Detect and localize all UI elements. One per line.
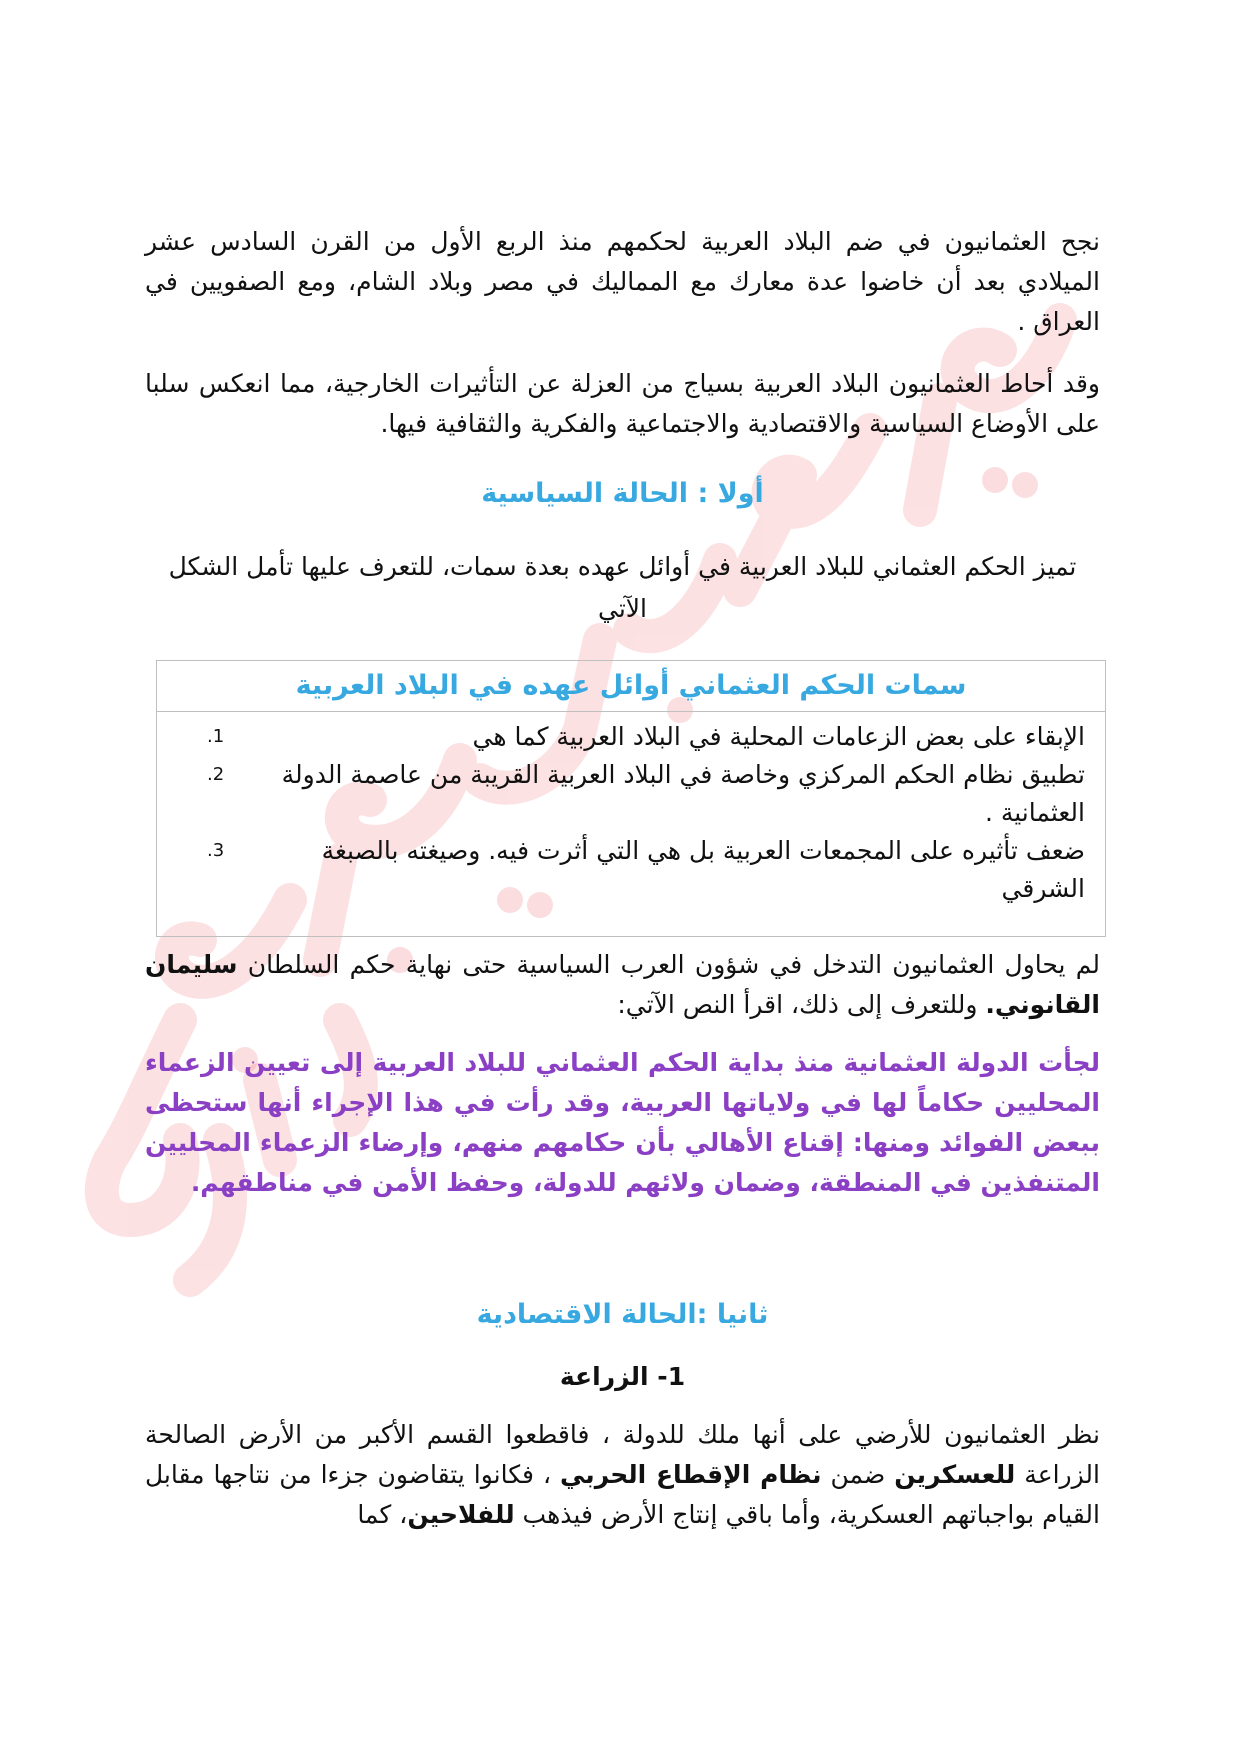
agri-bold-1: للعسكرين bbox=[894, 1460, 1016, 1489]
trait-text: تطبيق نظام الحكم المركزي وخاصة في البلاد العربية القريبة من عاصمة الدولة العثمانية . bbox=[281, 760, 1085, 827]
political-intro: تميز الحكم العثماني للبلاد العربية في أوائل عهده بعدة سمات، للتعرف عليها تأمل الشكل الآتي bbox=[168, 552, 1077, 623]
isolation-paragraph: وقد أحاط العثمانيون البلاد العربية بسياج من العزلة عن التأثيرات الخارجية، مما انعكس سلبا على الأوضاع السياسية والاقتصادية والاجتماعية والفكرية والثقافية فيها. bbox=[145, 369, 1100, 438]
trait-text: ضعف تأثيره على المجمعات العربية بل هي التي أثرت فيه. وصيغته بالصبغة الشرقي bbox=[321, 836, 1085, 903]
traits-list bbox=[157, 712, 1105, 936]
traits-table bbox=[156, 660, 1106, 937]
quoted-text: لجأت الدولة العثمانية منذ بداية الحكم العثماني للبلاد العربية إلى تعيين الزعماء المحليين حكاماً لها في ولاياتها العربية، وقد رأت في هذا الإجراء أنها ستحظى ببعض الفوائد ومنها: إقناع الأهالي بأن حكامهم منهم، وإرضاء الزعماء المحليين المتنفذين في المنطقة، وضمان ولائهم للدولة، وحفظ الأمن في مناطقهم. bbox=[145, 1048, 1100, 1197]
trait-number: 1. bbox=[207, 726, 225, 747]
trait-number: 2. bbox=[207, 764, 225, 785]
agri-text-4: ، كما bbox=[357, 1500, 408, 1529]
suleiman-name: سليمان القانوني. bbox=[145, 950, 1100, 1019]
economic-heading: ثانيا :الحالة الاقتصادية bbox=[476, 1299, 769, 1330]
document-content bbox=[145, 222, 1100, 1535]
political-heading: أولا : الحالة السياسية bbox=[481, 478, 764, 509]
agri-text-1: نظر العثمانيون للأرضي على أنها ملك للدولة ، فاقطعوا القسم الأكبر من الأرض الصالحة الزراعة bbox=[145, 1420, 1100, 1489]
agri-bold-3: للفلاحين bbox=[407, 1500, 515, 1529]
list-item bbox=[197, 756, 1085, 832]
list-item bbox=[197, 718, 1085, 756]
suleiman-paragraph bbox=[145, 945, 1100, 1025]
suleiman-text-end: وللتعرف إلى ذلك، اقرأ النص الآتي: bbox=[617, 990, 986, 1019]
suleiman-text-start: لم يحاول العثمانيون التدخل في شؤون العرب السياسية حتى نهاية حكم السلطان bbox=[237, 950, 1100, 979]
agri-text-3: ، فكانوا يتقاضون جزءا من نتاجها مقابل القيام بواجباتهم العسكرية، وأما باقي إنتاج الأرض فيذهب bbox=[145, 1460, 1100, 1529]
trait-text: الإبقاء على بعض الزعامات المحلية في البلاد العربية كما هي bbox=[472, 722, 1085, 751]
agriculture-subheading: 1- الزراعة bbox=[559, 1362, 686, 1391]
agri-bold-2: نظام الإقطاع الحربي bbox=[560, 1460, 822, 1489]
agri-text-2: ضمن bbox=[821, 1460, 895, 1489]
intro-paragraph: نجح العثمانيون في ضم البلاد العربية لحكمهم منذ الربع الأول من القرن السادس عشر الميلادي بعد أن خاضوا عدة معارك مع المماليك في مصر وبلاد الشام، ومع الصفويين في العراق . bbox=[145, 227, 1100, 336]
trait-number: 3. bbox=[207, 840, 225, 861]
agriculture-paragraph bbox=[145, 1415, 1100, 1535]
traits-title: سمات الحكم العثماني أوائل عهده في البلاد العربية bbox=[157, 661, 1105, 712]
list-item bbox=[197, 832, 1085, 908]
